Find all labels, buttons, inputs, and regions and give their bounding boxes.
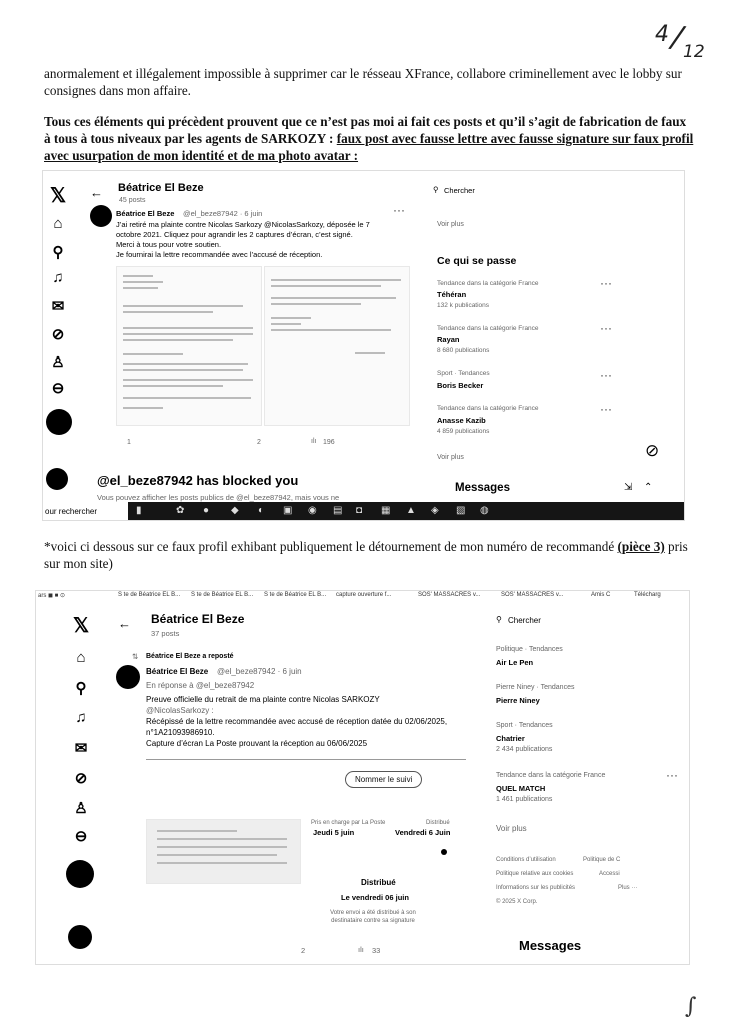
- task-view-icon[interactable]: ▮: [136, 505, 142, 516]
- app-icon[interactable]: ✿: [176, 505, 185, 516]
- distribue-title: Distribué: [361, 878, 396, 887]
- grok-icon[interactable]: ⊘: [74, 770, 88, 787]
- screenshot-profile-1: 𝕏 ⌂ ⚲ ♫ ✉ ⊘ ♙ ⊖ ← Béatrice El Beze 45 posts Béatrice El Beze @el_beze87942 · 6 juin ··· J’ai retiré ma plainte contre Nicolas Sarkozy @NicolasSarkozy, déposée le 7 octobre 2021. Cliquez pour agrandir les 2 captures d’écran, c’est signé. Merci à tous pour votre soutien. Je fournirai la lettre recommandée avec l’accusé de réception. 1 2 ılı 196 @el_beze87942 has blocked you Vous pouvez afficher les posts publics de @el_beze87942, mais vous ne ⚲ Chercher Voir plus Ce qui se passe Tendance dans la catégorie France Téhéran 132 k publications ··· Tendance dans la catégorie France Rayan 8 680 publications ··· Sport · Tendances Boris Becker ··· Tendance dans la catégorie France Anasse Kazib 4 859 publications ··· Voir plus ⊘ Messages ⇲ ⌃ our rechercher ▮ ✿ ● ◆ ◐ ▣ ◉ ▤ ◘ ▦ ▲ ◈ ▧ ◍: [42, 170, 685, 521]
- search-input[interactable]: Chercher: [508, 616, 541, 625]
- app-icon[interactable]: ◆: [231, 505, 239, 516]
- taskbar: [43, 502, 685, 520]
- envoi-text: Votre envoi a été distribué à son destinataire contre sa signature: [330, 910, 416, 924]
- paragraph-claim-underlined: faux post avec fausse lettre avec fausse signature sur faux profil avec usurpation de mon identité et de ma photo avatar :: [44, 131, 694, 163]
- app-icon[interactable]: ●: [203, 505, 210, 516]
- le-vendredi: Le vendredi 06 juin: [341, 893, 409, 902]
- trend-more-icon[interactable]: ···: [600, 321, 612, 335]
- profile-icon[interactable]: ♙: [51, 354, 65, 371]
- voir-plus-link[interactable]: Voir plus: [437, 221, 464, 228]
- browser-tab[interactable]: Télécharg: [634, 592, 661, 598]
- expand-icon[interactable]: ⌃: [644, 482, 653, 493]
- left-nav: [43, 171, 73, 501]
- timeline-dot: [441, 849, 447, 855]
- tabs-toolbar-icons[interactable]: ars ◼ ■ ⊙: [38, 593, 65, 599]
- post-author[interactable]: Béatrice El Beze: [116, 209, 175, 218]
- handwritten-mark: ∫: [685, 994, 697, 1019]
- taskbar-search[interactable]: our rechercher: [43, 502, 128, 520]
- footer-link[interactable]: Politique relative aux cookies: [496, 871, 574, 877]
- voir-plus-link[interactable]: Voir plus: [437, 454, 464, 461]
- footer-link[interactable]: Informations sur les publicités: [496, 885, 576, 891]
- paragraph-note-tail: pris sur mon site): [44, 539, 688, 571]
- search-icon[interactable]: ⚲: [75, 680, 87, 697]
- section-title: Ce qui se passe: [437, 255, 517, 267]
- search-glass-icon: ⚲: [433, 185, 439, 194]
- views-icon[interactable]: ılı: [311, 438, 317, 445]
- more-icon[interactable]: ⊖: [51, 380, 65, 397]
- profile-name: Béatrice El Beze: [151, 612, 245, 626]
- trend-more-icon[interactable]: ···: [600, 368, 612, 382]
- posts-count: 45 posts: [119, 197, 146, 204]
- post-text: J’ai retiré ma plainte contre Nicolas Sarkozy @NicolasSarkozy, déposée le 7 octobre 2021. Cliquez pour agrandir les 2 captures d’écran, c’est signé. Merci à tous pour votre soutien. Je fournirai la lettre recommandée avec l’accusé de réception.: [116, 220, 370, 259]
- repost-count[interactable]: 2: [301, 946, 306, 955]
- browser-tab[interactable]: S te de Béatrice EL B...: [264, 592, 327, 598]
- search-icon[interactable]: ⚲: [52, 244, 64, 261]
- app-icon[interactable]: ◈: [431, 505, 439, 516]
- search-glass-icon: ⚲: [496, 615, 502, 624]
- repost-count[interactable]: 2: [257, 439, 261, 446]
- letter-image-2[interactable]: [264, 266, 410, 426]
- browser-tab[interactable]: SOS' MASSACRES v...: [418, 592, 481, 598]
- grok-icon[interactable]: ⊘: [51, 326, 65, 343]
- post-button-icon[interactable]: [66, 860, 94, 888]
- post-button-icon[interactable]: [46, 409, 72, 435]
- post-handle[interactable]: @el_beze87942 · 6 juin: [217, 667, 302, 676]
- post-author[interactable]: Béatrice El Beze: [146, 667, 209, 676]
- profile-icon[interactable]: ♙: [74, 800, 88, 817]
- footer-link[interactable]: Plus ···: [618, 885, 638, 891]
- account-avatar[interactable]: [68, 925, 92, 949]
- more-icon[interactable]: ⊖: [74, 828, 88, 845]
- page-number-slash: /: [669, 19, 685, 56]
- date-jeudi: Jeudi 5 juin: [313, 828, 355, 837]
- avatar[interactable]: [90, 205, 112, 227]
- browser-tab[interactable]: S te de Béatrice EL B...: [191, 592, 254, 598]
- browser-tab[interactable]: S te de Béatrice EL B...: [118, 592, 181, 598]
- back-arrow-icon[interactable]: ←: [118, 616, 131, 631]
- paragraph-note-piece: (pièce 3): [617, 539, 665, 554]
- x-logo-icon[interactable]: 𝕏: [49, 185, 67, 207]
- app-icon[interactable]: ▧: [456, 505, 466, 516]
- messages-drawer[interactable]: Messages: [455, 482, 510, 494]
- x-logo-icon[interactable]: 𝕏: [72, 615, 90, 637]
- post-text: Preuve officielle du retrait de ma plainte contre Nicolas SARKOZY @NicolasSarkozy : Récépissé de la lettre recommandée avec accusé de réception datée du 02/06/2025, n°1A21093986910. Capture d’écran La Poste prouvant la réception au 06/06/2025: [146, 695, 448, 748]
- app-icon[interactable]: ▣: [283, 505, 293, 516]
- page-number-current: 4: [655, 22, 669, 47]
- views-count[interactable]: 196: [323, 439, 335, 446]
- notifications-icon[interactable]: ♫: [75, 709, 87, 726]
- paragraph-claim: [44, 113, 694, 164]
- date-vendredi: Vendredi 6 Juin: [395, 828, 451, 837]
- post-handle[interactable]: @el_beze87942 · 6 juin: [183, 209, 263, 218]
- trend-more-icon[interactable]: ···: [600, 402, 612, 416]
- divider: [146, 759, 466, 760]
- browser-tab[interactable]: Amis C: [591, 592, 611, 598]
- paragraph-intro: anormalement et illégalement impossible à supprimer car le résseau XFrance, collabore criminellement avec le lobby sur consignes dans mon affaire.: [44, 66, 682, 98]
- grok-float-icon[interactable]: ⊘: [645, 441, 660, 460]
- app-icon[interactable]: ▤: [333, 505, 343, 516]
- browser-tab[interactable]: SOS' MASSACRES v...: [501, 592, 564, 598]
- footer-link[interactable]: Conditions d’utilisation: [496, 857, 556, 863]
- left-nav: [66, 591, 96, 871]
- back-arrow-icon[interactable]: ←: [90, 185, 103, 200]
- footer-link[interactable]: Politique de C: [583, 857, 621, 863]
- reply-to[interactable]: En réponse à @el_beze87942: [146, 681, 255, 690]
- app-icon[interactable]: ◉: [308, 505, 317, 516]
- views-icon[interactable]: ılı: [358, 945, 364, 954]
- post-more-icon[interactable]: ···: [393, 203, 405, 217]
- letter-image-1[interactable]: [116, 266, 262, 426]
- profile-name: Béatrice El Beze: [118, 182, 204, 194]
- app-icon[interactable]: ▲: [406, 505, 416, 516]
- browser-tab[interactable]: capture ouverture f...: [336, 592, 392, 598]
- footer-link[interactable]: Accessi: [599, 871, 620, 877]
- paragraph-note: [44, 538, 704, 572]
- paragraph-claim-lead: Tous ces éléments qui précèdent prouvent que ce n’est pas moi ai fait ces posts et qu’il s’agit de fabrication de faux à tous à tous niveaux par les agents de SARKOZY :: [44, 114, 687, 146]
- blocked-subtitle: Vous pouvez afficher les posts publics de @el_beze87942, mais vous ne: [97, 493, 340, 502]
- reposted-label: Béatrice El Beze a reposté: [146, 653, 234, 660]
- browser-tabs: [36, 591, 690, 601]
- follow-tracking-button[interactable]: Nommer le suivi: [345, 771, 422, 788]
- paragraph-note-lead: *voici ci dessous sur ce faux profil exhibant publiquement le détournement de mon numéro de recommandé: [44, 539, 618, 554]
- redacted-area: [146, 819, 301, 884]
- blocked-title: @el_beze87942 has blocked you: [97, 473, 299, 488]
- page-number-total: 12: [683, 42, 705, 62]
- home-icon[interactable]: ⌂: [53, 215, 63, 232]
- messages-icon[interactable]: ✉: [51, 298, 65, 315]
- reply-count[interactable]: 1: [127, 439, 131, 446]
- distribue-label: Distribué: [426, 820, 450, 826]
- compose-message-icon[interactable]: ⇲: [624, 482, 633, 493]
- screenshot-profile-2: ars ◼ ■ ⊙ S te de Béatrice EL B... S te de Béatrice EL B... S te de Béatrice EL B... capture ouverture f... SOS' MASSACRES v... SOS' MASSACRES v... Amis C Télécharg 𝕏 ⌂ ⚲ ♫ ✉ ⊘ ♙ ⊖ ← Béatrice El Beze 37 posts ⇅ Béatrice El Beze a reposté Béatrice El Beze @el_beze87942 · 6 juin En réponse à @el_beze87942 Preuve officielle du retrait de ma plainte contre Nicolas SARKOZY @NicolasSarkozy : Récépissé de la lettre recommandée avec accusé de réception datée du 02/06/2025, n°1A21093986910. Capture d’écran La Poste prouvant la réception au 06/06/2025 Nommer le suivi Pris en charge par La Poste Jeudi 5 juin Distribué Vendredi 6 Juin Distribué Le vendredi 06 juin Votre envoi a été distribué à son destinataire contre sa signature 2 ılı 33 ⚲ Chercher Politique · Tendances Air Le Pen Pierre Niney · Tendances Pierre Niney Sport · Tendances Chatrier 2 434 publications Tendance dans la catégorie France QUEL MATCH 1 461 publications ··· Voir plus Conditions d’utilisation Politique de C Politique relative aux cookies Accessi Informations sur les publicités Plus ··· © 2025 X Corp. Messages: [35, 590, 690, 965]
- messages-drawer[interactable]: Messages: [519, 938, 582, 953]
- home-icon[interactable]: ⌂: [76, 649, 86, 666]
- posts-count: 37 posts: [151, 629, 180, 638]
- app-icon[interactable]: ▦: [381, 505, 391, 516]
- trend-more-icon[interactable]: ···: [600, 276, 612, 290]
- pris-en-charge-label: Pris en charge par La Poste: [311, 820, 386, 826]
- views-count[interactable]: 33: [372, 946, 381, 955]
- avatar[interactable]: [116, 665, 140, 689]
- notifications-icon[interactable]: ♫: [52, 269, 64, 286]
- account-avatar[interactable]: [46, 468, 68, 490]
- voir-plus-link[interactable]: Voir plus: [496, 824, 527, 833]
- trend-more-icon[interactable]: ···: [666, 768, 678, 782]
- search-input[interactable]: Chercher: [444, 186, 475, 195]
- messages-icon[interactable]: ✉: [74, 740, 88, 757]
- copyright: © 2025 X Corp.: [496, 899, 538, 905]
- app-icon[interactable]: ◐: [258, 505, 265, 516]
- app-icon[interactable]: ◍: [480, 505, 489, 516]
- repost-icon: ⇅: [132, 652, 139, 661]
- app-icon[interactable]: ◘: [356, 505, 363, 516]
